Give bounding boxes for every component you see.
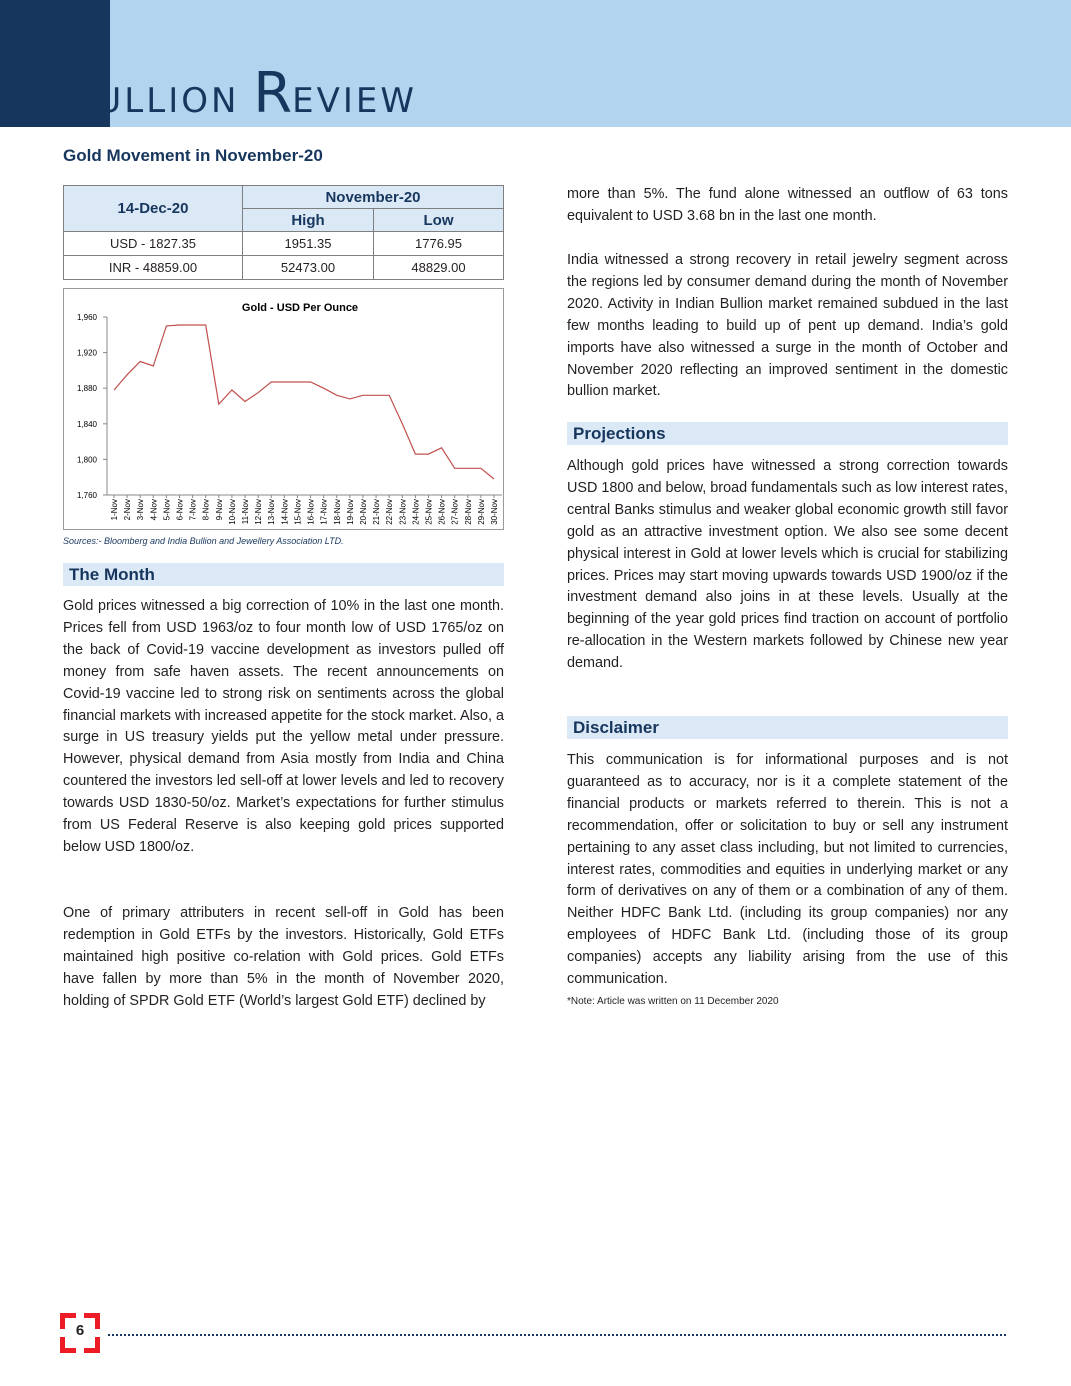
- x-tick-label: 30-Nov: [490, 499, 499, 525]
- x-tick-label: 18-Nov: [332, 499, 342, 525]
- x-tick-label: 19-Nov: [345, 499, 355, 525]
- high-header: High: [243, 209, 374, 232]
- gold-price-series-line: [114, 325, 494, 479]
- the-month-paragraph-1: Gold prices witnessed a big correction of 10% in the last one month. Prices fell from USD 1963/oz to four month low of USD 1765/oz on the back of Covid-19 vaccine development as investors pulled off money from safe haven assets. The recent announcements on Covid-19 vaccine led to strong risk on sentiments across the global financial markets with increased appetite for the stock market. Also, a surge in US treasury yields put the yellow metal under pressure. However, physical demand from Asia mostly from India and China countered the investors led sell-off at lower levels and led to recovery towards USD 1830-50/oz. Market’s expectations for further stimulus from US Federal Reserve is also keeping gold prices supported below USD 1800/oz.: [63, 598, 504, 855]
- row-label: INR - 48859.00: [64, 256, 243, 280]
- y-tick-label: 1,760: [76, 491, 97, 500]
- x-tick-label: 28-Nov: [463, 499, 473, 525]
- y-tick-label: 1,800: [76, 455, 97, 465]
- period-header: November-20: [243, 186, 504, 209]
- x-tick-label: 16-Nov: [306, 499, 316, 525]
- row-high: 1951.35: [243, 232, 374, 256]
- chart-title: Gold - USD Per Ounce: [241, 302, 359, 314]
- table-row: [64, 256, 504, 280]
- x-tick-label: 26-Nov: [437, 499, 447, 525]
- row-high: 52473.00: [243, 256, 374, 280]
- disclaimer-heading: Disclaimer: [567, 716, 1008, 739]
- x-tick-label: 15-Nov: [293, 499, 303, 525]
- y-tick-label: 1,840: [76, 419, 97, 429]
- price-table: [63, 185, 504, 280]
- page-title: BULLION REVIEW: [58, 61, 418, 126]
- india-paragraph: India witnessed a strong recovery in retail jewelry segment across the regions led by consumer demand during the month of November 2020. Activity in Indian Bullion market remained subdued in the last few months leading to build up of pent up demand. India’s gold imports have also witnessed a surge in the month of October and November 2020 reflecting an improved sentiment in the domestic bullion market.: [567, 252, 1008, 400]
- row-low: 48829.00: [374, 256, 504, 280]
- chart-source: Sources:- Bloomberg and India Bullion and Jewellery Association LTD.: [63, 536, 344, 546]
- x-tick-label: 2-Nov: [123, 499, 133, 521]
- x-tick-label: 5-Nov: [162, 499, 172, 521]
- x-tick-label: 6-Nov: [175, 499, 185, 521]
- footer-divider: [108, 1334, 1006, 1336]
- y-tick-label: 1,920: [76, 348, 97, 358]
- x-tick-label: 24-Nov: [411, 499, 421, 525]
- date-header: 14-Dec-20: [64, 186, 243, 232]
- x-tick-label: 27-Nov: [450, 499, 460, 525]
- x-tick-label: 3-Nov: [136, 499, 146, 521]
- x-tick-label: 8-Nov: [201, 499, 211, 521]
- gold-price-chart: [63, 288, 504, 530]
- projections-paragraph: Although gold prices have witnessed a strong correction towards USD 1800 and below, broad fundamentals such as low interest rates, central Banks stimulus and weaker global economic growth still favor gold as an attractive investment option. We also see some decent physical interest in Gold at lower levels which is crucial for stabilizing prices. Prices may start moving upwards towards USD 1900/oz if the investment demand also joins in at these levels. Usually at the beginning of the year gold prices find traction on account of portfolio re-allocation in the Western markets followed by Chinese new year demand.: [567, 458, 1008, 672]
- y-tick-label: 1,880: [76, 384, 97, 394]
- x-tick-label: 13-Nov: [267, 499, 277, 525]
- x-tick-label: 17-Nov: [319, 499, 329, 525]
- the-month-heading: The Month: [63, 563, 504, 586]
- table-row: [64, 232, 504, 256]
- x-tick-label: 23-Nov: [398, 499, 408, 525]
- x-tick-label: 12-Nov: [254, 499, 264, 525]
- x-tick-label: 20-Nov: [358, 499, 368, 525]
- x-tick-label: 29-Nov: [476, 499, 486, 525]
- page-number: 6: [75, 1322, 85, 1339]
- section-subtitle: Gold Movement in November-20: [63, 146, 323, 165]
- etf-paragraph-continued: more than 5%. The fund alone witnessed an outflow of 63 tons equivalent to USD 3.68 bn in the last one month.: [567, 186, 1008, 224]
- x-tick-label: 10-Nov: [227, 499, 237, 525]
- chart-canvas: [64, 289, 503, 529]
- article-note: *Note: Article was written on 11 December 2020: [567, 996, 779, 1007]
- y-tick-label: 1,960: [76, 313, 97, 322]
- x-tick-label: 25-Nov: [424, 499, 434, 525]
- x-tick-label: 7-Nov: [188, 499, 198, 521]
- x-tick-label: 14-Nov: [280, 499, 290, 525]
- x-tick-label: 22-Nov: [385, 499, 395, 525]
- x-tick-label: 1-Nov: [110, 499, 119, 521]
- disclaimer-paragraph: This communication is for informational purposes and is not guaranteed as to accuracy, nor is it a complete statement of the financial products or markets referred to therein. This is not a recommendation, offer or solicitation to buy or sell any instrument pertaining to any asset class including, but not limited to currencies, interest rates, commodities and equities in underlying market or any form of derivatives on any of them or a combination of any of them. Neither HDFC Bank Ltd. (including its group companies) nor any employees of HDFC Bank Ltd. (including those of its group companies) accepts any liability arising from the use of this communication.: [567, 752, 1008, 988]
- row-label: USD - 1827.35: [64, 232, 243, 256]
- x-tick-label: 4-Nov: [149, 499, 159, 521]
- row-low: 1776.95: [374, 232, 504, 256]
- low-header: Low: [374, 209, 504, 232]
- x-tick-label: 9-Nov: [214, 499, 224, 521]
- projections-heading: Projections: [567, 422, 1008, 445]
- x-tick-label: 11-Nov: [241, 499, 251, 525]
- the-month-paragraph-2: One of primary attributers in recent sell-off in Gold has been redemption in Gold ETFs by the investors. Historically, Gold ETFs maintained high positive co-relation with Gold prices. Gold ETFs have fallen by more than 5% in the month of November 2020, holding of SPDR Gold ETF (World’s largest Gold ETF) declined by: [63, 905, 504, 1009]
- x-tick-label: 21-Nov: [372, 499, 382, 525]
